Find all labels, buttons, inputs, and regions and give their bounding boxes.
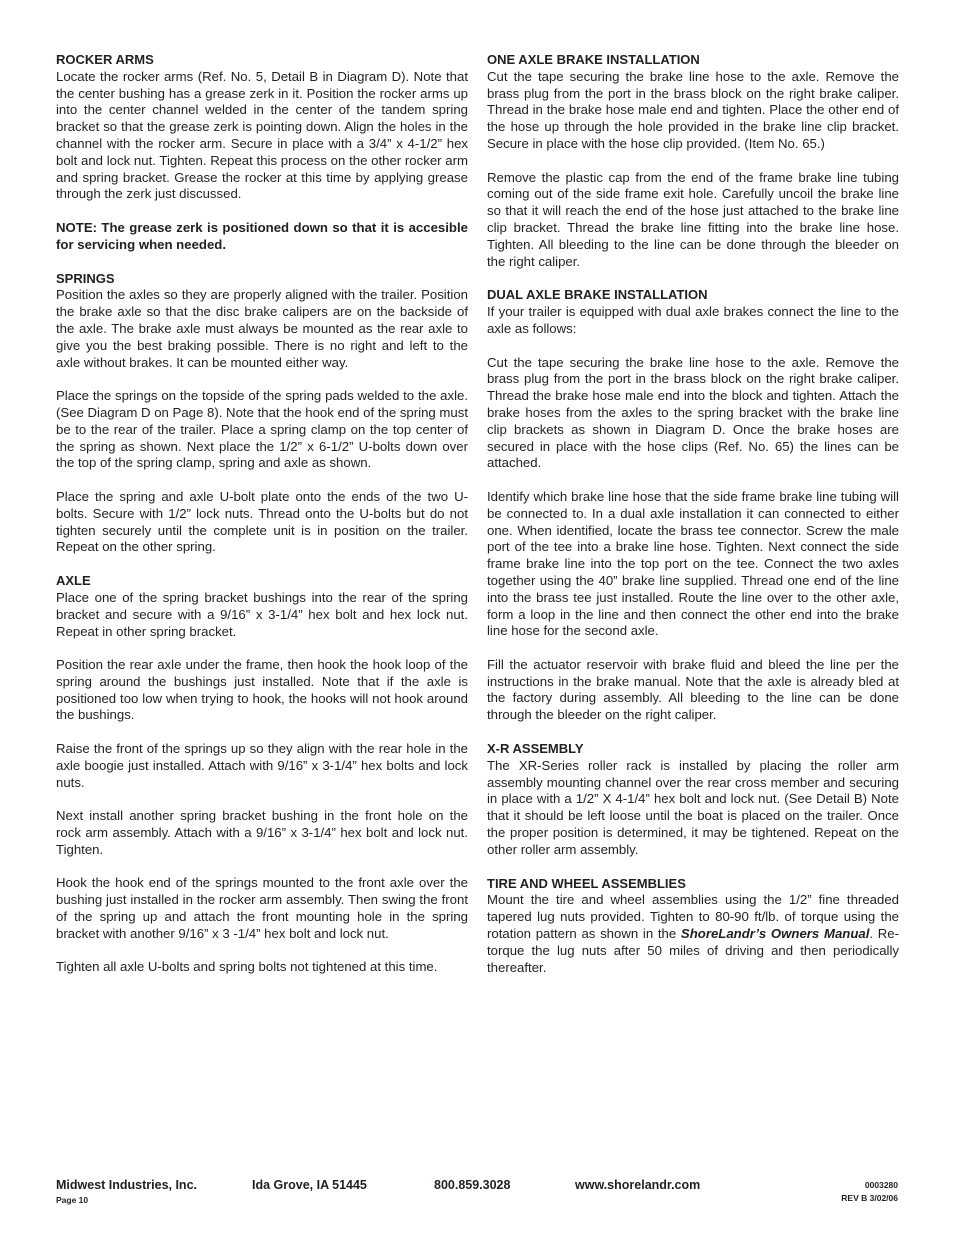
right-column: [487, 52, 899, 976]
footer-doc-number: 0003280: [864, 1180, 898, 1190]
paragraph: Hook the hook end of the springs mounted to the front axle over the bushing just installed in the rocker arm assembly. Then swing the front of the spring up and attach the front mounting hole in the spring bracket with another 9/16” x 3 -1/4” hex bolt and lock nut.: [56, 875, 468, 941]
section-springs: [56, 271, 468, 557]
paragraph: Tighten all axle U-bolts and spring bolts not tightened at this time.: [56, 959, 438, 975]
paragraph: Identify which brake line hose that the side frame brake line tubing will be connected to. In a dual axle installation it can connected to either one. When identified, locate the brass tee connector. Screw the male port of the tee into a brake line hose. Tighten. Next connect the side frame brake line into the top port on the tee. Connect the two axles together using the 40” brake line supplied. Thread one end of the line into the brass tee just installed. Route the line over to the other axle, form a loop in the line and then connect the other end into the brake line hose for the second axle.: [487, 488, 899, 639]
section-heading: SPRINGS: [56, 270, 115, 286]
paragraph: Position the axles so they are properly aligned with the trailer. Position the brake axle so that the disc brake calipers are on the backside of the axle. The brake axle must always be mounted as the rear axle to give you the best braking possible. There is no right and left to the axle without brakes. It can be mounted either way.: [56, 287, 468, 370]
note-paragraph: NOTE: The grease zerk is positioned down so that it is accesible for servicing when needed.: [56, 219, 468, 252]
section-tire-wheel: [487, 876, 899, 977]
section-heading: X-R ASSEMBLY: [487, 741, 584, 757]
section-heading: AXLE: [56, 573, 91, 589]
left-column: [56, 52, 468, 976]
section-dual-axle-brake: [487, 287, 899, 724]
paragraph: Cut the tape securing the brake line hose to the axle. Remove the brass plug from the port in the brass block on the right brake caliper. Thread in the brake hose male end and tighten. Place the other end of the hose up through the hole provided in the brake line clip bracket. Secure in place with the hose clip provided. (Item No. 65.): [487, 68, 899, 151]
paragraph: Cut the tape securing the brake line hose to the axle. Remove the brass plug from the port in the brass block on the right brake caliper. Thread the brake hose male end into the block and tighten. Attach the brake hoses from the axles to the spring bracket with the brake line clip brackets as shown in Diagram D. Once the brake hoses are secured in place with the hose clips (Ref. No. 65) the lines can be attached.: [487, 354, 899, 471]
paragraph: Raise the front of the springs up so they align with the rear hole in the axle boogie just installed. Attach with 9/16” x 3-1/4” hex bolts and lock nuts.: [56, 741, 468, 790]
section-heading: ROCKER ARMS: [56, 52, 154, 67]
paragraph: Locate the rocker arms (Ref. No. 5, Detail B in Diagram D). Note that the center bushing has a grease zerk in it. Position the rocker arms up into the center channel welded in the center of the tandem spring bracket so that the grease zerk is pointing down. Align the holes in the channel with the rocker arm. Secure in place with a 3/4” x 4-1/2” hex bolt and lock nut. Tighten. Repeat this process on the other rocker arm and spring bracket. Grease the rocker at this time by applying grease through the zerk just discussed.: [56, 68, 468, 202]
section-xr-assembly: [487, 741, 899, 859]
paragraph: Remove the plastic cap from the end of the frame brake line tubing coming out of the side frame exit hole. Carefully uncoil the brake line so that it will reach the end of the hose just attached to the brake line clip bracket. Thread the brake line fitting into the brake line hose. Tighten. All bleeding to the line can be done through the bleeder on the right caliper.: [487, 169, 899, 269]
paragraph: Position the rear axle under the frame, then hook the hook loop of the spring around the bushings just installed. Note that if the axle is positioned too low when trying to hook, the hooks will not hook around the bushings.: [56, 657, 468, 723]
section-one-axle-brake: [487, 52, 899, 270]
paragraph: Place one of the spring bracket bushings into the rear of the spring bracket and secure with a 9/16” x 3-1/4” hex bolt and hex lock nut. Repeat in other spring bracket.: [56, 589, 468, 639]
footer-phone: 800.859.3028: [434, 1178, 511, 1192]
paragraph: Place the spring and axle U-bolt plate onto the ends of the two U-bolts. Secure with 1/2” lock nuts. Thread onto the U-bolts but do not tighten securely until the complete unit is in position on the trailer. Repeat on the other spring.: [56, 488, 468, 555]
paragraph: If your trailer is equipped with dual axle brakes connect the line to the axle as follows:: [487, 304, 899, 336]
section-heading: ONE AXLE BRAKE INSTALLATION: [487, 52, 700, 67]
paragraph: Next install another spring bracket bushing in the front hole on the rock arm assembly. Attach with a 9/16” x 3-1/4” hex bolt and lock nut. Tighten.: [56, 808, 468, 857]
footer-company: Midwest Industries, Inc.: [56, 1178, 197, 1192]
section-heading: TIRE AND WHEEL ASSEMBLIES: [487, 875, 686, 891]
footer-revision: REV B 3/02/06: [841, 1193, 898, 1203]
paragraph: Fill the actuator reservoir with brake fluid and bleed the line per the instructions in the brake manual. Note that the axle is already bled at the factory during assembly. All bleeding to the line can be done through the bleeder on the right caliper.: [487, 656, 899, 723]
paragraph: The XR-Series roller rack is installed by placing the roller arm assembly mounting channel over the rear cross member and securing in place with a 1/2” X 4-1/4” hex bolt and lock nut. (See Detail B) Note that it should be left loose until the boat is placed on the trailer. Once the proper position is determined, it may be tightened. Repeat on the other roller arm assembly.: [487, 757, 899, 857]
footer-city: Ida Grove, IA 51445: [252, 1178, 367, 1192]
section-axle: [56, 573, 468, 976]
section-rocker-arms: [56, 52, 468, 254]
footer-page-number: Page 10: [56, 1195, 89, 1205]
paragraph: [487, 892, 899, 976]
paragraph: Place the springs on the topside of the spring pads welded to the axle. (See Diagram D on Page 8). Note that the hook end of the spring must be to the rear of the trailer. Place a spring clamp on the top center of the spring as shown. Next place the 1/2” x 6-1/2” U-bolts down over the top of the spring clamp, spring and axle as shown.: [56, 388, 468, 471]
text-run: Mount the tire and wheel assemblies using the 1/2” fine threaded tapered lug nuts provided. Tighten to 80-90 ft/lb. of torque using the rotation pattern as shown in the: [487, 892, 899, 942]
footer-website: www.shorelandr.com: [575, 1178, 701, 1192]
section-heading: DUAL AXLE BRAKE INSTALLATION: [487, 287, 708, 303]
manual-title: ShoreLandr’s Owners Manual: [680, 926, 870, 942]
text-run: . Re-torque the lug nuts after 50 miles of driving and then periodically thereafter.: [487, 926, 900, 975]
